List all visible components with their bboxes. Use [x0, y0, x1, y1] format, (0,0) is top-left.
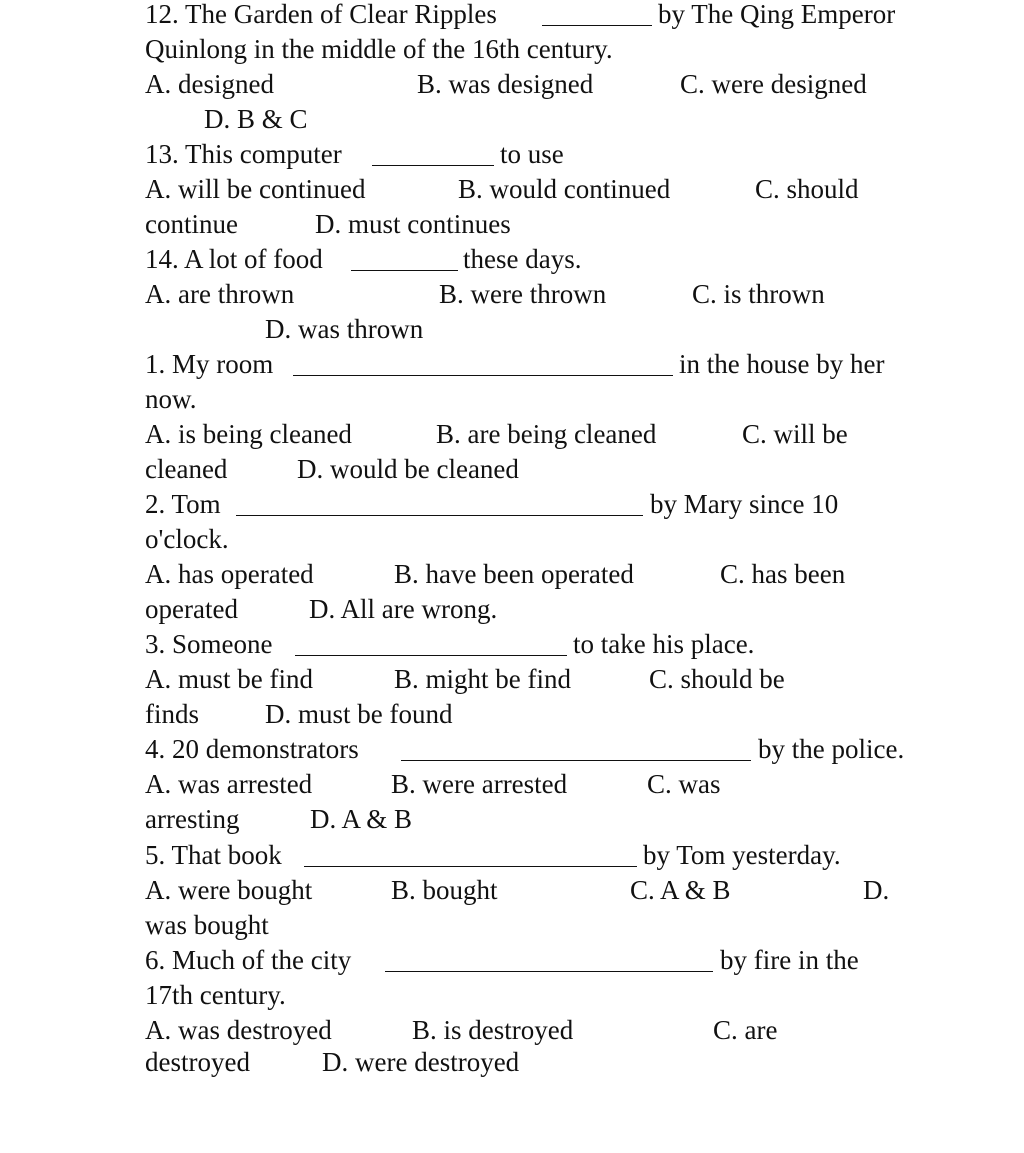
option-d-continued: was bought [145, 910, 269, 940]
question-6-stem [145, 943, 859, 978]
option-c: C. are [713, 1015, 778, 1045]
question-stem-text: 1. My room [145, 349, 274, 379]
option-b: B. were arrested [391, 769, 568, 799]
question-stem-text: o'clock. [145, 524, 229, 554]
option-c-continued: cleaned [145, 454, 228, 484]
option-c: C. will be [742, 419, 848, 449]
option-d: D. A & B [310, 804, 413, 834]
answer-blank [293, 375, 673, 376]
option-d: D. was thrown [265, 314, 424, 344]
option-d: D. B & C [204, 104, 308, 134]
option-a: A. was destroyed [145, 1015, 332, 1045]
option-c: C. should be [649, 664, 785, 694]
question-stem-text: 6. Much of the city [145, 945, 352, 975]
question-stem-text: 4. 20 demonstrators [145, 734, 359, 764]
question-6-stem-continued [145, 978, 286, 1013]
question-stem-text: by the police. [758, 734, 905, 764]
option-b: B. bought [391, 875, 498, 905]
question-stem-text: in the house by her [679, 349, 885, 379]
question-5-stem [145, 838, 841, 873]
option-c: C. A & B [630, 875, 731, 905]
answer-blank [304, 866, 637, 867]
question-stem-text: these days. [463, 244, 582, 274]
question-stem-text: 12. The Garden of Clear Ripples [145, 0, 497, 29]
option-d: D. would be cleaned [297, 454, 519, 484]
question-stem-text: to take his place. [573, 629, 755, 659]
question-1-stem [145, 347, 885, 382]
question-stem-text: by fire in the [720, 945, 859, 975]
question-3-options [145, 662, 785, 697]
option-a: A. is being cleaned [145, 419, 352, 449]
option-c: C. were designed [680, 69, 867, 99]
question-1-options-continued [145, 452, 519, 487]
option-d: D. must continues [315, 209, 511, 239]
question-stem-text: now. [145, 384, 197, 414]
answer-blank [351, 270, 458, 271]
question-14-stem [145, 242, 582, 277]
option-a: A. will be continued [145, 174, 366, 204]
question-12-options-continued [145, 102, 308, 137]
option-b: B. are being cleaned [436, 419, 657, 449]
question-4-options [145, 767, 721, 802]
question-stem-text: to use [500, 139, 564, 169]
question-stem-text: by Tom yesterday. [643, 840, 841, 870]
option-b: B. might be find [394, 664, 571, 694]
question-stem-text: 13. This computer [145, 139, 342, 169]
option-a: A. was arrested [145, 769, 313, 799]
option-d: D. All are wrong. [309, 594, 498, 624]
option-c-continued: arresting [145, 804, 240, 834]
question-stem-text: 5. That book [145, 840, 282, 870]
question-stem-text: 17th century. [145, 980, 286, 1010]
question-3-options-continued [145, 697, 453, 732]
option-a: A. are thrown [145, 279, 295, 309]
question-stem-text: 2. Tom [145, 489, 221, 519]
question-14-options [145, 277, 825, 312]
option-a: A. has operated [145, 559, 314, 589]
question-stem-text: Quinlong in the middle of the 16th century. [145, 34, 613, 64]
answer-blank [295, 655, 567, 656]
question-13-options [145, 172, 859, 207]
question-2-options-continued [145, 592, 498, 627]
option-d: D. were destroyed [322, 1047, 520, 1077]
question-14-options-continued [145, 312, 424, 347]
option-d: D. [863, 875, 890, 905]
question-2-stem-continued [145, 522, 229, 557]
question-stem-text: by Mary since 10 [650, 489, 839, 519]
answer-blank [236, 515, 643, 516]
option-a: A. designed [145, 69, 274, 99]
question-3-stem [145, 627, 755, 662]
option-a: A. must be find [145, 664, 313, 694]
option-b: B. is destroyed [412, 1015, 574, 1045]
question-stem-text: 14. A lot of food [145, 244, 323, 274]
question-4-options-continued [145, 802, 413, 837]
question-stem-text: 3. Someone [145, 629, 273, 659]
answer-blank [385, 971, 713, 972]
option-c: C. is thrown [692, 279, 825, 309]
answer-blank [542, 25, 652, 26]
option-b: B. were thrown [439, 279, 607, 309]
option-c-continued: operated [145, 594, 238, 624]
option-a: A. were bought [145, 875, 313, 905]
option-b: B. have been operated [394, 559, 634, 589]
question-1-stem-continued [145, 382, 197, 417]
option-c: C. has been [720, 559, 846, 589]
question-6-options-continued [145, 1045, 520, 1080]
option-b: B. would continued [458, 174, 671, 204]
question-1-options [145, 417, 848, 452]
question-2-stem [145, 487, 839, 522]
option-c-continued: continue [145, 209, 238, 239]
answer-blank [401, 760, 751, 761]
question-12-stem [145, 0, 896, 32]
question-5-options [145, 873, 890, 908]
option-c-continued: destroyed [145, 1047, 250, 1077]
answer-blank [372, 165, 494, 166]
option-b: B. was designed [417, 69, 594, 99]
option-d: D. must be found [265, 699, 453, 729]
question-stem-text: by The Qing Emperor [658, 0, 896, 29]
option-c-continued: finds [145, 699, 199, 729]
question-2-options [145, 557, 846, 592]
option-c: C. was [647, 769, 721, 799]
question-6-options [145, 1013, 778, 1048]
question-13-stem [145, 137, 564, 172]
question-12-stem-continued [145, 32, 613, 67]
option-c: C. should [755, 174, 859, 204]
question-4-stem [145, 732, 905, 767]
question-5-options-continued [145, 908, 269, 943]
question-12-options [145, 67, 867, 102]
question-13-options-continued [145, 207, 511, 242]
